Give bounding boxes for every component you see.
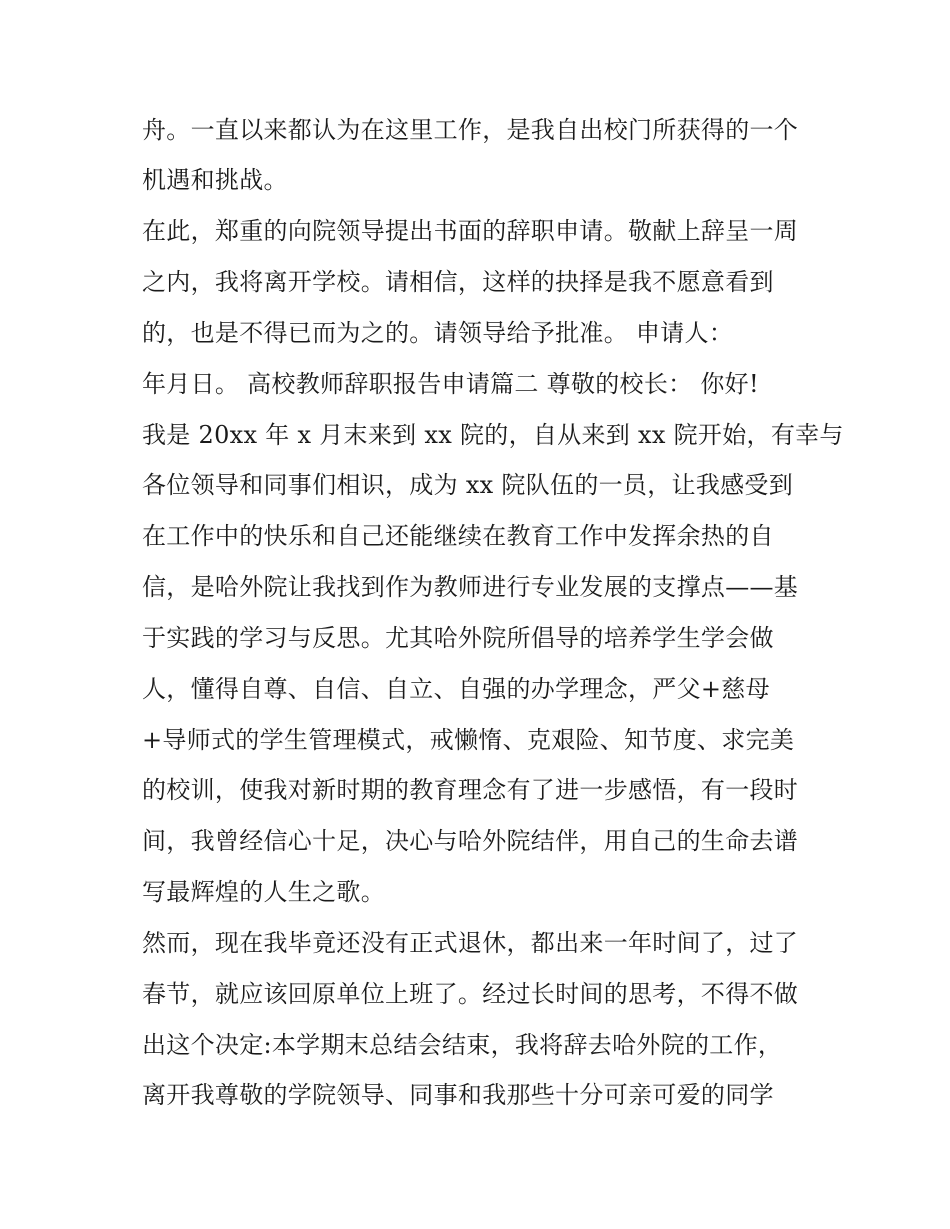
text-line: 人，懂得自尊、自信、自立、自强的办学理念，严父+慈母: [142, 675, 770, 703]
text-line: +导师式的学生管理模式，戒懒惰、克艰险、知节度、求完美: [142, 726, 795, 754]
text-line: 离开我尊敬的学院领导、同事和我那些十分可亲可爱的同学: [142, 1081, 774, 1109]
text-line: 然而，现在我毕竟还没有正式退休，都出来一年时间了，过了: [142, 929, 799, 957]
text-line: 的校训，使我对新时期的教育理念有了进一步感悟，有一段时: [142, 776, 799, 804]
text-line: 各位领导和同事们相识，成为 xx 院队伍的一员，让我感受到: [142, 471, 794, 499]
text-line: 在工作中的快乐和自己还能继续在教育工作中发挥余热的自: [142, 522, 774, 550]
text-line: 我是 20xx 年 x 月末来到 xx 院的，自从来到 xx 院开始，有幸与: [142, 421, 844, 449]
text-line: 年月日。 高校教师辞职报告申请篇二 尊敬的校长： 你好!: [142, 370, 759, 398]
text-line: 间，我曾经信心十足，决心与哈外院结伴，用自己的生命去谱: [142, 827, 799, 855]
text-line: 于实践的学习与反思。尤其哈外院所倡导的培养学生学会做: [142, 624, 774, 652]
text-line: 写最辉煌的人生之歌。: [142, 878, 385, 906]
text-line: 的，也是不得已而为之的。请领导给予批准。 申请人：: [142, 319, 734, 347]
text-line: 出这个决定:本学期末总结会结束，我将辞去哈外院的工作，: [142, 1031, 783, 1059]
text-line: 机遇和挑战。: [142, 166, 288, 194]
text-line: 信，是哈外院让我找到作为教师进行专业发展的支撑点——基: [142, 573, 799, 601]
text-line: 在此，郑重的向院领导提出书面的辞职申请。敬献上辞呈一周: [142, 217, 799, 245]
text-line: 春节，就应该回原单位上班了。经过长时间的思考，不得不做: [142, 980, 799, 1008]
text-line: 之内，我将离开学校。请相信，这样的抉择是我不愿意看到: [142, 268, 774, 296]
text-line: 舟。一直以来都认为在这里工作，是我自出校门所获得的一个: [142, 116, 799, 144]
